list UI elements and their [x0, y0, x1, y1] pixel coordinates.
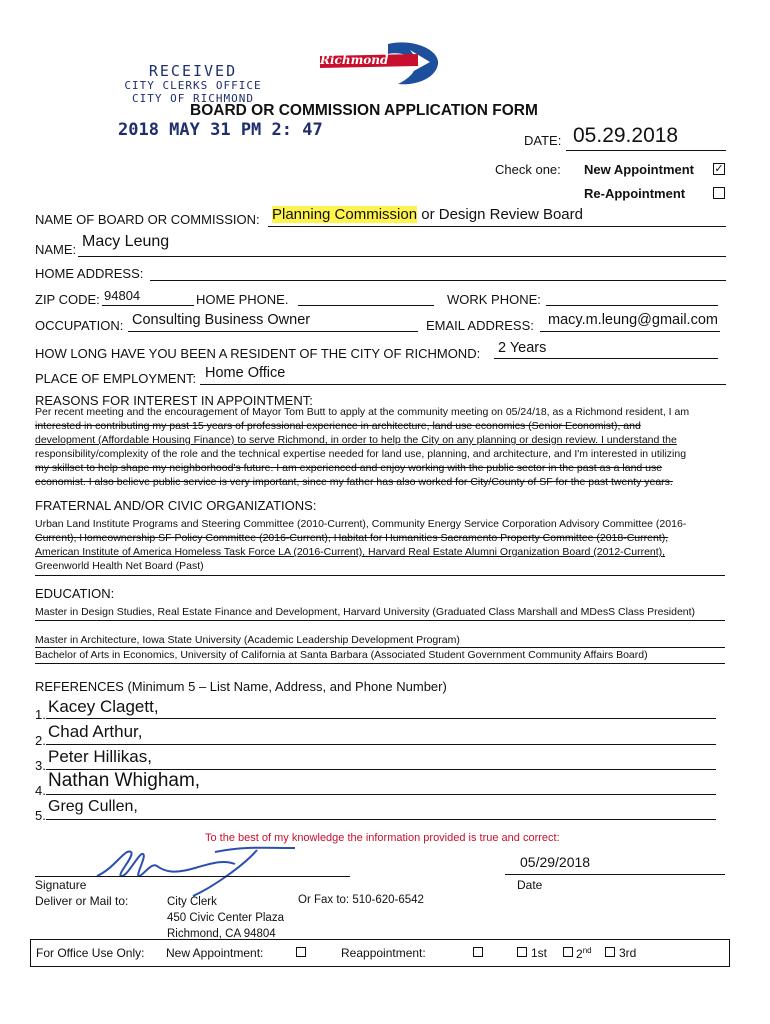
- deliver-line3: Richmond, CA 94804: [167, 928, 276, 940]
- civic-line: Greenworld Health Net Board (Past): [35, 560, 204, 572]
- reference-underline: [46, 744, 716, 745]
- date-label: DATE:: [524, 133, 562, 148]
- references-label: REFERENCES (Minimum 5 – List Name, Address, and Phone Number): [35, 679, 447, 694]
- reference-underline: [46, 819, 716, 820]
- new-appointment-checkbox[interactable]: ✓: [714, 163, 724, 175]
- reference-name[interactable]: Peter Hillikas,: [48, 747, 152, 766]
- education-underline: [35, 620, 725, 621]
- email-value[interactable]: macy.m.leung@gmail.com: [548, 312, 718, 328]
- civic-text[interactable]: [35, 517, 725, 573]
- reference-name[interactable]: Kacey Clagett,: [48, 697, 159, 716]
- reasons-line: economist. I also believe public service is very important, since my father has also worked for City/County of SF for the past twenty years.: [35, 476, 673, 488]
- signature-mark[interactable]: [95, 838, 325, 898]
- email-underline: [540, 331, 720, 332]
- reference-name[interactable]: Nathan Whigham,: [48, 770, 201, 791]
- reference-number: 2.: [35, 733, 46, 748]
- reference-name[interactable]: Chad Arthur,: [48, 722, 143, 741]
- reference-name[interactable]: Greg Cullen,: [48, 798, 138, 815]
- deliver-line2: 450 Civic Center Plaza: [167, 912, 284, 924]
- deliver-label: Deliver or Mail to:: [35, 894, 129, 908]
- reasons-line: development (Affordable Housing Finance) to serve Richmond, in order to help the City on any planning or design review. I understand the: [35, 434, 677, 446]
- civic-line: American Institute of America Homeless Task Force LA (2016-Current), Harvard Real Estate Alumni Organization Board (2012-Current),: [35, 546, 666, 558]
- office-second-num: 2: [576, 947, 583, 961]
- date-value[interactable]: 05.29.2018: [573, 124, 679, 147]
- reference-underline: [46, 794, 716, 795]
- education-line[interactable]: Master in Design Studies, Real Estate Finance and Development, Harvard University (Graduated Class Marshall and MDesS Class President): [35, 606, 696, 618]
- employment-underline: [200, 384, 726, 385]
- certification-text: To the best of my knowledge the information provided is true and correct:: [205, 832, 560, 844]
- employment-value[interactable]: Home Office: [205, 365, 286, 381]
- signature-date-label: Date: [517, 878, 543, 892]
- education-line[interactable]: Master in Architecture, Iowa State University (Academic Leadership Development Program): [35, 634, 460, 646]
- email-label: EMAIL ADDRESS:: [426, 318, 534, 333]
- residency-label: HOW LONG HAVE YOU BEEN A RESIDENT OF THE CITY OF RICHMOND:: [35, 346, 481, 361]
- deliver-address: [167, 894, 284, 942]
- deliver-line1: City Clerk: [167, 896, 217, 908]
- stamp-line1: RECEIVED: [148, 62, 238, 80]
- board-value[interactable]: [272, 206, 583, 223]
- stamp-line3: CITY OF RICHMOND: [132, 92, 254, 105]
- office-second-checkbox[interactable]: [563, 947, 573, 957]
- home-address-label: HOME ADDRESS:: [35, 266, 144, 281]
- fax-number: Or Fax to: 510-620-6542: [298, 894, 424, 906]
- signature-date-value[interactable]: 05/29/2018: [520, 854, 591, 870]
- reappointment-checkbox[interactable]: [713, 187, 725, 199]
- form-title: BOARD OR COMMISSION APPLICATION FORM: [190, 102, 538, 119]
- occupation-underline: [128, 331, 418, 332]
- office-re-label: Reappointment:: [341, 946, 426, 960]
- civic-line: Current), Homeownership SF Policy Committee (2016-Current), Habitat for Humanities Sacramento Property Committee (2018-Current),: [35, 532, 669, 544]
- reappointment-label: Re-Appointment: [584, 186, 686, 201]
- reference-number: 1.: [35, 707, 46, 722]
- reference-underline: [46, 718, 716, 719]
- board-rest: or Design Review Board: [417, 206, 583, 223]
- office-second-sup: nd: [582, 946, 592, 955]
- employment-label: PLACE OF EMPLOYMENT:: [35, 371, 197, 386]
- reasons-line: my skillset to help shape my neighborhood's future. I am experienced and enjoy working with the public sector in the past as a land use: [35, 462, 663, 474]
- residency-value[interactable]: 2 Years: [498, 340, 547, 356]
- reasons-line: responsibility/complexity of the role and the technical expertise needed for land use, planning, and architecture, and I'm interested in utilizing: [35, 448, 687, 460]
- signature-label: Signature: [35, 878, 87, 892]
- board-underline: [268, 226, 726, 227]
- civic-underline: [35, 575, 725, 576]
- home-phone-label: HOME PHONE.: [196, 292, 289, 307]
- office-third-label: 3rd: [619, 946, 637, 960]
- board-highlight: Planning Commission: [272, 206, 418, 223]
- reasons-label: REASONS FOR INTEREST IN APPOINTMENT:: [35, 393, 313, 408]
- reference-number: 4.: [35, 783, 46, 798]
- office-re-checkbox[interactable]: [473, 947, 483, 957]
- home-phone-underline: [298, 305, 434, 306]
- office-new-checkbox[interactable]: [296, 947, 306, 957]
- zip-value[interactable]: 94804: [104, 288, 141, 303]
- logo-text: Richmond: [320, 53, 389, 67]
- reasons-line: Per recent meeting and the encouragement of Mayor Tom Butt to apply at the community meeting on 05/24/18, as a Richmond resident, I am: [35, 406, 690, 418]
- office-first-checkbox[interactable]: [517, 947, 527, 957]
- home-address-underline: [150, 280, 726, 281]
- signature-date-underline: [505, 874, 725, 875]
- new-appointment-label: New Appointment: [584, 162, 695, 177]
- occupation-value[interactable]: Consulting Business Owner: [132, 312, 311, 328]
- civic-line: Urban Land Institute Programs and Steering Committee (2010-Current), Community Energy Service Corporation Advisory Committee (2016-: [35, 518, 687, 530]
- education-underline: [35, 663, 725, 664]
- stamp-date: 2018 MAY 31 PM 2: 47: [118, 120, 323, 140]
- name-value[interactable]: Macy Leung: [82, 233, 170, 250]
- office-use-label: For Office Use Only:: [36, 946, 145, 960]
- residency-underline: [494, 358, 718, 359]
- zip-underline: [102, 305, 194, 306]
- check-one-label: Check one:: [495, 162, 561, 177]
- office-second-label: [576, 946, 592, 961]
- board-label: NAME OF BOARD OR COMMISSION:: [35, 212, 260, 227]
- office-first-label: 1st: [531, 946, 548, 960]
- reasons-text[interactable]: [35, 405, 725, 489]
- reasons-line: interested in contributing my past 15 years of professional experience in architecture, land use economics (Senior Economist), and: [35, 420, 641, 432]
- signature-scribble-icon: [95, 838, 325, 898]
- civic-label: FRATERNAL AND/OR CIVIC ORGANIZATIONS:: [35, 498, 317, 513]
- date-underline: [566, 150, 726, 151]
- stamp-line2: CITY CLERKS OFFICE: [124, 79, 262, 92]
- received-stamp: [118, 63, 268, 105]
- reference-number: 3.: [35, 758, 46, 773]
- reference-number: 5.: [35, 808, 46, 823]
- work-phone-underline: [546, 305, 718, 306]
- richmond-logo: [318, 40, 443, 88]
- signature-underline: [35, 876, 350, 877]
- education-line[interactable]: Bachelor of Arts in Economics, University of California at Santa Barbara (Associated Student Government Community Affairs Board): [35, 649, 648, 661]
- office-third-checkbox[interactable]: [605, 947, 615, 957]
- zip-label: ZIP CODE:: [35, 292, 100, 307]
- office-new-label: New Appointment:: [166, 946, 264, 960]
- education-label: EDUCATION:: [35, 586, 115, 601]
- name-label: NAME:: [35, 242, 77, 257]
- work-phone-label: WORK PHONE:: [447, 292, 541, 307]
- name-underline: [78, 256, 726, 257]
- occupation-label: OCCUPATION:: [35, 318, 124, 333]
